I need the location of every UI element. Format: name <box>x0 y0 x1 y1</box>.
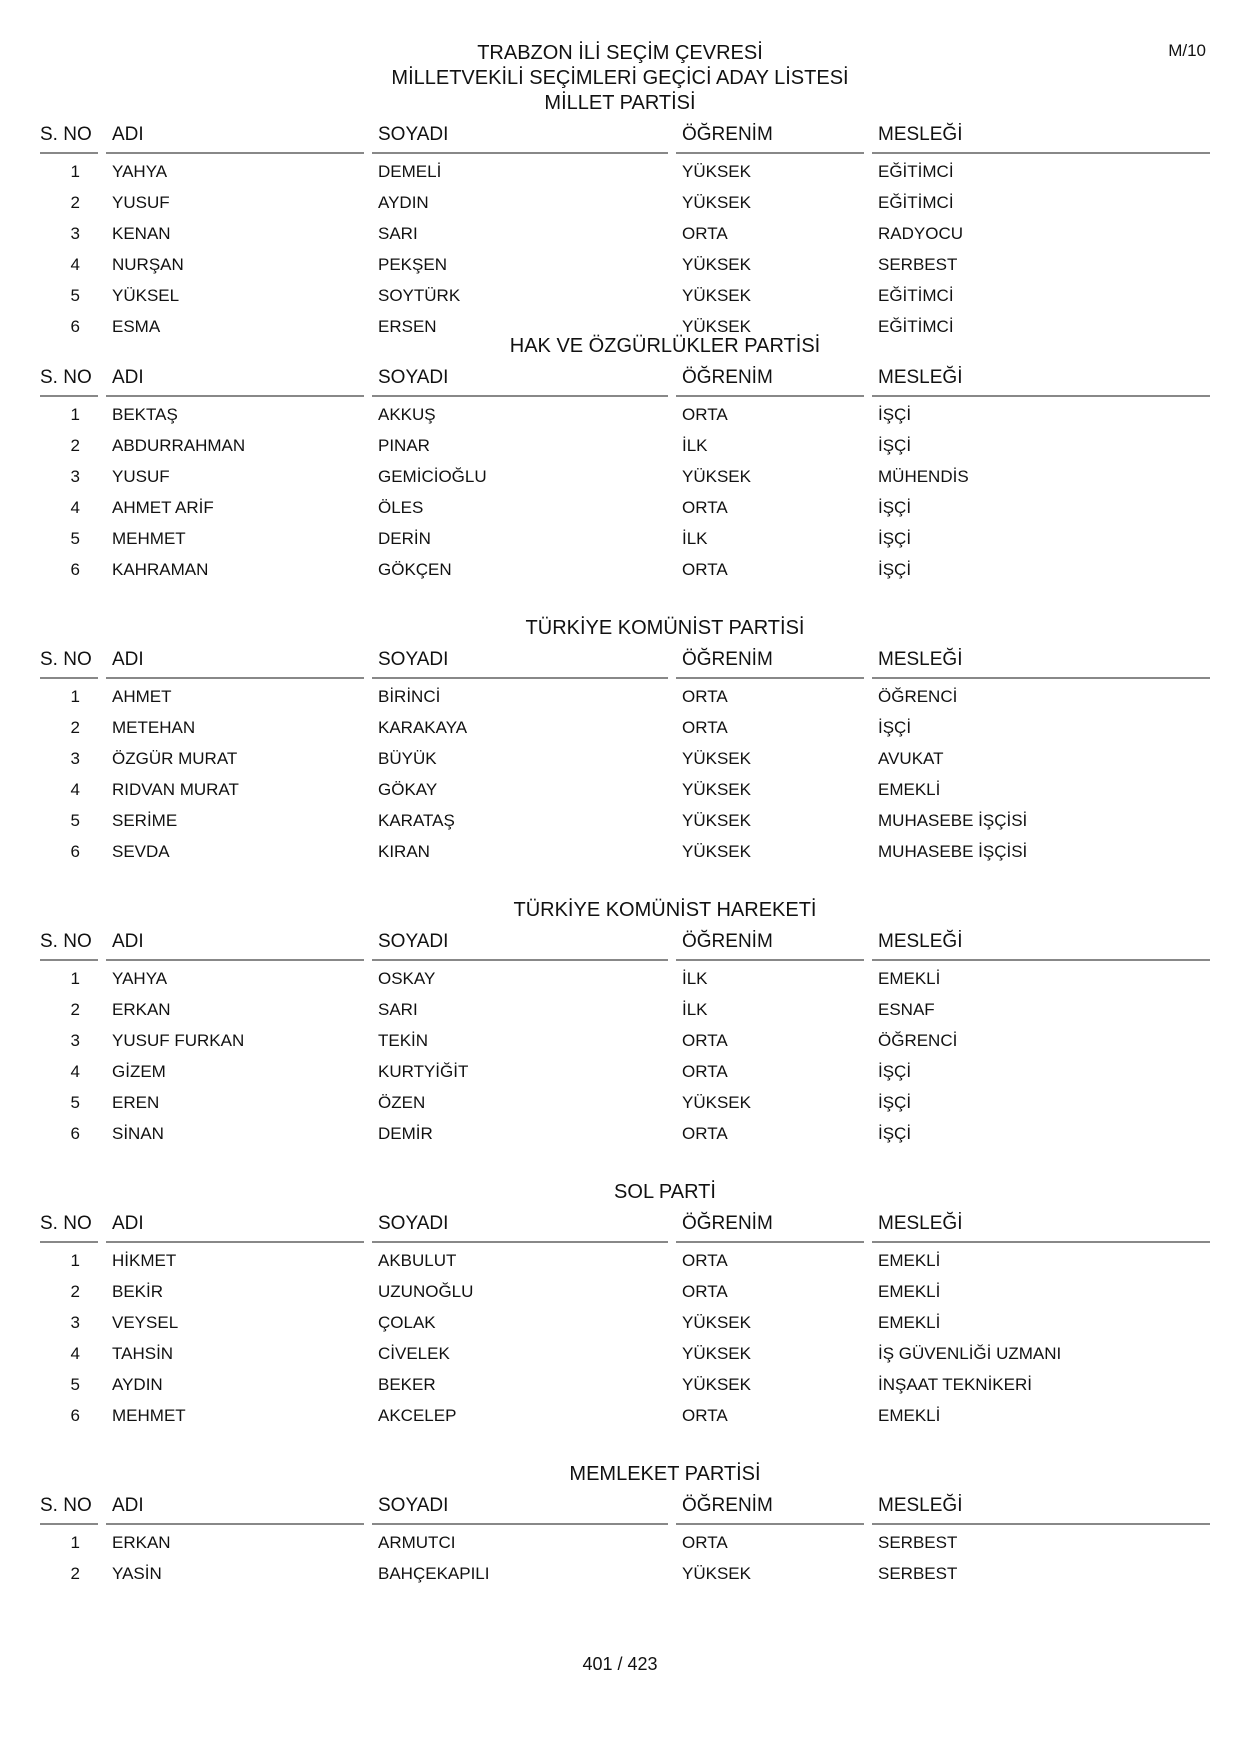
cell-no: 3 <box>70 224 80 243</box>
cell-meslegi: MÜHENDİS <box>878 467 969 486</box>
cell-adi: HİKMET <box>112 1251 177 1270</box>
cell-no: 6 <box>70 1406 80 1425</box>
cell-no: 3 <box>70 467 80 486</box>
column-header-meslegi: MESLEĞİ <box>872 361 1210 397</box>
column-header-soyadi: SOYADI <box>372 643 668 679</box>
cell-soyadi: UZUNOĞLU <box>378 1282 474 1301</box>
cell-ogrenim: ORTA <box>682 1124 728 1143</box>
cell-meslegi: MUHASEBE İŞÇİSİ <box>878 842 1028 861</box>
cell-ogrenim: YÜKSEK <box>682 255 751 274</box>
candidate-row <box>40 218 1210 249</box>
cell-soyadi: OSKAY <box>378 969 436 988</box>
candidate-row <box>40 1307 1210 1338</box>
cell-soyadi: DEMİR <box>378 1124 433 1143</box>
column-header-meslegi: MESLEĞİ <box>872 118 1210 154</box>
page-code: M/10 <box>1168 41 1206 60</box>
cell-meslegi: İŞÇİ <box>878 498 912 517</box>
cell-ogrenim: İLK <box>682 969 708 988</box>
cell-meslegi: EĞİTİMCİ <box>878 286 954 305</box>
candidate-row <box>40 523 1210 554</box>
party-sections <box>40 118 1210 1741</box>
candidate-row <box>40 1025 1210 1056</box>
party-title: SOL PARTİ <box>614 1181 716 1203</box>
cell-ogrenim: ORTA <box>682 1251 728 1270</box>
candidate-rows <box>40 156 1210 342</box>
cell-no: 3 <box>70 749 80 768</box>
cell-no: 2 <box>70 193 80 212</box>
column-header-ogrenim: ÖĞRENİM <box>676 1489 864 1525</box>
candidate-row <box>40 554 1210 585</box>
cell-no: 5 <box>70 811 80 830</box>
cell-adi: YASİN <box>112 1564 162 1583</box>
cell-no: 4 <box>70 1344 80 1363</box>
cell-ogrenim: ORTA <box>682 718 728 737</box>
cell-ogrenim: İLK <box>682 529 708 548</box>
cell-no: 1 <box>70 969 80 988</box>
cell-ogrenim: YÜKSEK <box>682 1313 751 1332</box>
cell-adi: BEKİR <box>112 1282 164 1301</box>
cell-ogrenim: ORTA <box>682 687 728 706</box>
cell-adi: SİNAN <box>112 1124 164 1143</box>
cell-adi: MEHMET <box>112 529 186 548</box>
cell-meslegi: MUHASEBE İŞÇİSİ <box>878 811 1028 830</box>
cell-soyadi: PINAR <box>378 436 430 455</box>
cell-no: 4 <box>70 498 80 517</box>
candidate-row <box>40 249 1210 280</box>
cell-no: 2 <box>70 1564 80 1583</box>
cell-ogrenim: ORTA <box>682 498 728 517</box>
candidate-rows <box>40 681 1210 867</box>
document-header <box>0 41 1240 116</box>
cell-adi: TAHSİN <box>112 1344 174 1363</box>
column-header-soyadi: SOYADI <box>372 361 668 397</box>
candidate-row <box>40 1400 1210 1431</box>
column-header-ogrenim: ÖĞRENİM <box>676 361 864 397</box>
cell-no: 4 <box>70 780 80 799</box>
candidate-row <box>40 399 1210 430</box>
cell-no: 2 <box>70 1000 80 1019</box>
column-header-no: S. NO <box>40 1489 98 1525</box>
column-headers <box>40 118 1210 156</box>
cell-no: 3 <box>70 1313 80 1332</box>
cell-ogrenim: YÜKSEK <box>682 1375 751 1394</box>
cell-no: 2 <box>70 718 80 737</box>
candidate-row <box>40 805 1210 836</box>
candidate-row <box>40 461 1210 492</box>
column-header-meslegi: MESLEĞİ <box>872 925 1210 961</box>
column-header-soyadi: SOYADI <box>372 1207 668 1243</box>
cell-adi: YUSUF FURKAN <box>112 1031 245 1050</box>
cell-meslegi: AVUKAT <box>878 749 944 768</box>
cell-soyadi: CİVELEK <box>378 1344 450 1363</box>
cell-soyadi: KARAKAYA <box>378 718 468 737</box>
cell-meslegi: SERBEST <box>878 1533 958 1552</box>
candidate-row <box>40 1087 1210 1118</box>
column-headers <box>40 361 1210 399</box>
cell-soyadi: TEKİN <box>378 1031 429 1050</box>
cell-meslegi: SERBEST <box>878 255 958 274</box>
cell-ogrenim: İLK <box>682 436 708 455</box>
cell-meslegi: İŞÇİ <box>878 1124 912 1143</box>
cell-soyadi: GEMİCİOĞLU <box>378 467 487 486</box>
candidate-row <box>40 994 1210 1025</box>
cell-soyadi: BİRİNCİ <box>378 687 441 706</box>
candidate-row <box>40 156 1210 187</box>
cell-adi: METEHAN <box>112 718 196 737</box>
candidate-row <box>40 1338 1210 1369</box>
candidate-row <box>40 187 1210 218</box>
candidate-row <box>40 1527 1210 1558</box>
party-section <box>40 895 1210 1177</box>
cell-no: 1 <box>70 1533 80 1552</box>
cell-soyadi: AYDIN <box>378 193 429 212</box>
cell-meslegi: EĞİTİMCİ <box>878 162 954 181</box>
cell-soyadi: ERSEN <box>378 317 437 336</box>
cell-no: 5 <box>70 529 80 548</box>
cell-soyadi: KARATAŞ <box>378 811 455 830</box>
cell-no: 6 <box>70 842 80 861</box>
column-header-ogrenim: ÖĞRENİM <box>676 925 864 961</box>
cell-ogrenim: İLK <box>682 1000 708 1019</box>
candidate-row <box>40 280 1210 311</box>
column-header-ogrenim: ÖĞRENİM <box>676 643 864 679</box>
cell-ogrenim: YÜKSEK <box>682 1093 751 1112</box>
cell-no: 3 <box>70 1031 80 1050</box>
cell-soyadi: AKBULUT <box>378 1251 457 1270</box>
candidate-row <box>40 1558 1210 1589</box>
cell-adi: AYDIN <box>112 1375 163 1394</box>
cell-ogrenim: YÜKSEK <box>682 193 751 212</box>
party-title: HAK VE ÖZGÜRLÜKLER PARTİSİ <box>509 335 821 357</box>
candidate-row <box>40 492 1210 523</box>
cell-soyadi: AKCELEP <box>378 1406 457 1425</box>
column-header-no: S. NO <box>40 643 98 679</box>
cell-meslegi: ÖĞRENCİ <box>878 687 958 706</box>
cell-meslegi: EMEKLİ <box>878 1251 941 1270</box>
cell-no: 4 <box>70 255 80 274</box>
party-section <box>40 613 1210 895</box>
cell-meslegi: EMEKLİ <box>878 1406 941 1425</box>
cell-soyadi: SARI <box>378 1000 418 1019</box>
cell-no: 1 <box>70 687 80 706</box>
cell-soyadi: KURTYİĞİT <box>378 1062 469 1081</box>
cell-soyadi: AKKUŞ <box>378 405 436 424</box>
cell-adi: ABDURRAHMAN <box>112 436 246 455</box>
column-header-adi: ADI <box>106 118 364 154</box>
column-header-soyadi: SOYADI <box>372 118 668 154</box>
party-section <box>40 1459 1210 1741</box>
cell-meslegi: ESNAF <box>878 1000 935 1019</box>
column-header-no: S. NO <box>40 118 98 154</box>
cell-adi: SEVDA <box>112 842 170 861</box>
cell-ogrenim: YÜKSEK <box>682 1564 751 1583</box>
cell-ogrenim: YÜKSEK <box>682 842 751 861</box>
cell-meslegi: EMEKLİ <box>878 969 941 988</box>
cell-adi: ESMA <box>112 317 161 336</box>
cell-adi: YAHYA <box>112 162 168 181</box>
cell-ogrenim: YÜKSEK <box>682 317 751 336</box>
cell-soyadi: PEKŞEN <box>378 255 447 274</box>
cell-no: 1 <box>70 1251 80 1270</box>
cell-adi: BEKTAŞ <box>112 405 178 424</box>
cell-adi: EREN <box>112 1093 160 1112</box>
cell-no: 6 <box>70 560 80 579</box>
cell-adi: MEHMET <box>112 1406 186 1425</box>
cell-meslegi: ÖĞRENCİ <box>878 1031 958 1050</box>
cell-meslegi: EMEKLİ <box>878 1313 941 1332</box>
cell-meslegi: İŞÇİ <box>878 436 912 455</box>
cell-adi: YAHYA <box>112 969 168 988</box>
cell-adi: KAHRAMAN <box>112 560 209 579</box>
column-header-no: S. NO <box>40 361 98 397</box>
candidate-row <box>40 1056 1210 1087</box>
cell-meslegi: İNŞAAT TEKNİKERİ <box>878 1375 1032 1394</box>
column-header-no: S. NO <box>40 1207 98 1243</box>
party-title: MEMLEKET PARTİSİ <box>569 1463 761 1485</box>
cell-soyadi: GÖKAY <box>378 780 438 799</box>
cell-meslegi: İŞÇİ <box>878 560 912 579</box>
cell-ogrenim: ORTA <box>682 1406 728 1425</box>
column-header-adi: ADI <box>106 643 364 679</box>
party-section <box>40 331 1210 613</box>
cell-soyadi: ÇOLAK <box>378 1313 436 1332</box>
cell-meslegi: İŞÇİ <box>878 529 912 548</box>
cell-adi: RIDVAN MURAT <box>112 780 239 799</box>
cell-meslegi: EMEKLİ <box>878 780 941 799</box>
header-party-1: MİLLET PARTİSİ <box>544 92 696 114</box>
candidate-rows <box>40 963 1210 1149</box>
candidate-rows <box>40 1245 1210 1431</box>
cell-meslegi: İŞÇİ <box>878 1093 912 1112</box>
candidate-row <box>40 681 1210 712</box>
cell-soyadi: BÜYÜK <box>378 749 437 768</box>
cell-adi: YÜKSEL <box>112 286 180 305</box>
page-number: 401 / 423 <box>582 1654 658 1674</box>
column-header-adi: ADI <box>106 1207 364 1243</box>
cell-ogrenim: ORTA <box>682 1282 728 1301</box>
cell-adi: YUSUF <box>112 467 170 486</box>
cell-no: 6 <box>70 1124 80 1143</box>
cell-ogrenim: YÜKSEK <box>682 749 751 768</box>
cell-no: 2 <box>70 1282 80 1301</box>
column-headers <box>40 643 1210 681</box>
cell-adi: GİZEM <box>112 1062 166 1081</box>
cell-soyadi: GÖKÇEN <box>378 560 452 579</box>
cell-adi: ERKAN <box>112 1000 171 1019</box>
cell-soyadi: ÖZEN <box>378 1093 426 1112</box>
cell-soyadi: BEKER <box>378 1375 436 1394</box>
cell-no: 2 <box>70 436 80 455</box>
cell-ogrenim: ORTA <box>682 1031 728 1050</box>
cell-adi: KENAN <box>112 224 171 243</box>
cell-adi: AHMET <box>112 687 172 706</box>
party-title: TÜRKİYE KOMÜNİST PARTİSİ <box>525 617 805 639</box>
cell-meslegi: SERBEST <box>878 1564 958 1583</box>
cell-meslegi: EMEKLİ <box>878 1282 941 1301</box>
cell-meslegi: RADYOCU <box>878 224 964 243</box>
cell-meslegi: EĞİTİMCİ <box>878 193 954 212</box>
cell-ogrenim: ORTA <box>682 1062 728 1081</box>
column-header-adi: ADI <box>106 1489 364 1525</box>
candidate-row <box>40 1369 1210 1400</box>
candidate-row <box>40 430 1210 461</box>
column-header-soyadi: SOYADI <box>372 1489 668 1525</box>
column-header-adi: ADI <box>106 925 364 961</box>
cell-adi: ERKAN <box>112 1533 171 1552</box>
column-headers <box>40 1489 1210 1527</box>
cell-no: 5 <box>70 1093 80 1112</box>
party-title: TÜRKİYE KOMÜNİST HAREKETİ <box>513 899 817 921</box>
column-header-meslegi: MESLEĞİ <box>872 1207 1210 1243</box>
cell-ogrenim: ORTA <box>682 1533 728 1552</box>
column-header-ogrenim: ÖĞRENİM <box>676 1207 864 1243</box>
column-header-meslegi: MESLEĞİ <box>872 643 1210 679</box>
cell-adi: AHMET ARİF <box>112 498 214 517</box>
cell-soyadi: ARMUTCI <box>378 1533 456 1552</box>
column-headers <box>40 925 1210 963</box>
cell-no: 6 <box>70 317 80 336</box>
cell-soyadi: KIRAN <box>378 842 430 861</box>
cell-soyadi: SARI <box>378 224 418 243</box>
cell-soyadi: BAHÇEKAPILI <box>378 1564 490 1583</box>
cell-ogrenim: YÜKSEK <box>682 1344 751 1363</box>
column-header-no: S. NO <box>40 925 98 961</box>
cell-meslegi: İŞ GÜVENLİĞİ UZMANI <box>878 1344 1062 1363</box>
party-section <box>40 118 1210 336</box>
cell-adi: SERİME <box>112 811 178 830</box>
cell-soyadi: DEMELİ <box>378 162 442 181</box>
cell-soyadi: SOYTÜRK <box>378 286 461 305</box>
cell-ogrenim: YÜKSEK <box>682 811 751 830</box>
party-section <box>40 1177 1210 1459</box>
column-header-soyadi: SOYADI <box>372 925 668 961</box>
candidate-row <box>40 1276 1210 1307</box>
cell-meslegi: EĞİTİMCİ <box>878 317 954 336</box>
candidate-row <box>40 1245 1210 1276</box>
cell-ogrenim: ORTA <box>682 405 728 424</box>
cell-ogrenim: ORTA <box>682 560 728 579</box>
cell-soyadi: ÖLES <box>378 498 424 517</box>
column-header-meslegi: MESLEĞİ <box>872 1489 1210 1525</box>
candidate-rows <box>40 399 1210 585</box>
cell-no: 5 <box>70 286 80 305</box>
cell-adi: ÖZGÜR MURAT <box>112 749 238 768</box>
candidate-row <box>40 712 1210 743</box>
column-headers <box>40 1207 1210 1245</box>
cell-soyadi: DERİN <box>378 529 431 548</box>
cell-ogrenim: YÜKSEK <box>682 286 751 305</box>
candidate-row <box>40 774 1210 805</box>
header-line-2: MİLLETVEKİLİ SEÇİMLERİ GEÇİCİ ADAY LİSTESİ <box>391 67 849 89</box>
candidate-row <box>40 1118 1210 1149</box>
cell-ogrenim: YÜKSEK <box>682 467 751 486</box>
cell-adi: VEYSEL <box>112 1313 179 1332</box>
cell-meslegi: İŞÇİ <box>878 405 912 424</box>
candidate-row <box>40 743 1210 774</box>
cell-ogrenim: YÜKSEK <box>682 162 751 181</box>
cell-meslegi: İŞÇİ <box>878 1062 912 1081</box>
cell-no: 5 <box>70 1375 80 1394</box>
cell-adi: YUSUF <box>112 193 170 212</box>
column-header-ogrenim: ÖĞRENİM <box>676 118 864 154</box>
candidate-row <box>40 963 1210 994</box>
cell-no: 1 <box>70 405 80 424</box>
cell-ogrenim: YÜKSEK <box>682 780 751 799</box>
column-header-adi: ADI <box>106 361 364 397</box>
cell-meslegi: İŞÇİ <box>878 718 912 737</box>
cell-adi: NURŞAN <box>112 255 184 274</box>
cell-no: 1 <box>70 162 80 181</box>
cell-ogrenim: ORTA <box>682 224 728 243</box>
candidate-rows <box>40 1527 1210 1589</box>
cell-no: 4 <box>70 1062 80 1081</box>
candidate-row <box>40 836 1210 867</box>
header-line-1: TRABZON İLİ SEÇİM ÇEVRESİ <box>477 42 763 64</box>
